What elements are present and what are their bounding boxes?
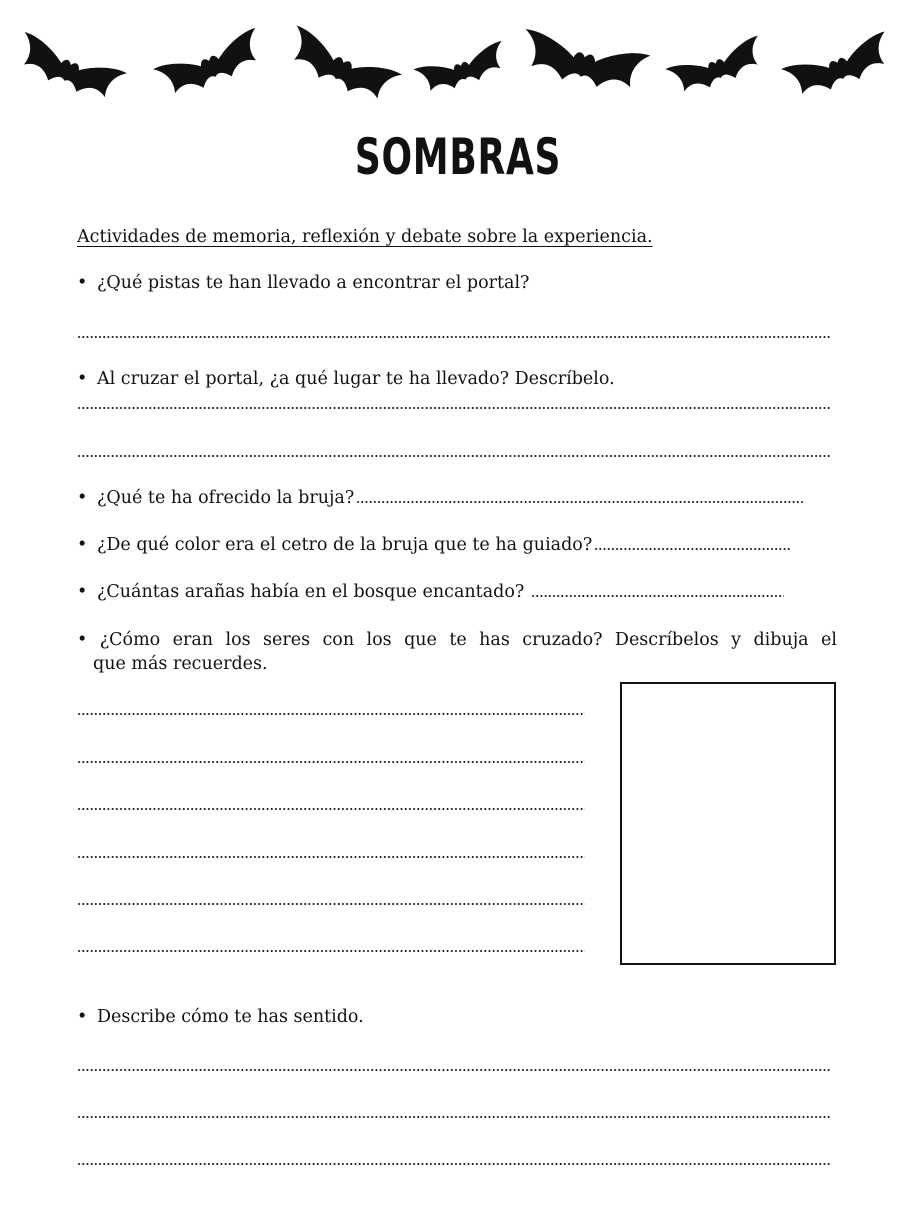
question-1 bbox=[77, 273, 529, 293]
question-text: Al cruzar el portal, ¿a qué lugar te ha llevado? Descríbelo. bbox=[97, 369, 615, 389]
answer-line[interactable] bbox=[77, 713, 585, 715]
bullet: • bbox=[77, 535, 88, 555]
bat-icon bbox=[665, 35, 769, 99]
subtitle: Actividades de memoria, reflexión y debate sobre la experiencia. bbox=[77, 227, 653, 247]
question-5 bbox=[77, 582, 784, 602]
answer-line[interactable] bbox=[77, 336, 830, 338]
answer-line[interactable] bbox=[77, 1116, 830, 1118]
question-text: ¿De qué color era el cetro de la bruja que te ha guiado? bbox=[97, 535, 593, 555]
question-text: Describe cómo te has sentido. bbox=[97, 1007, 364, 1027]
question-4 bbox=[77, 535, 790, 555]
answer-line[interactable] bbox=[77, 455, 830, 457]
bat-icon bbox=[153, 28, 269, 103]
question-7 bbox=[77, 1007, 364, 1027]
answer-line[interactable] bbox=[77, 808, 585, 810]
bat-border bbox=[0, 0, 916, 120]
question-6-continued: que más recuerdes. bbox=[93, 654, 268, 674]
bat-icon bbox=[281, 25, 402, 109]
answer-line[interactable] bbox=[356, 501, 803, 503]
bat-icon bbox=[781, 31, 897, 103]
question-text: ¿Qué te ha ofrecido la bruja? bbox=[97, 488, 355, 508]
bat-icon bbox=[413, 41, 511, 99]
drawing-box[interactable] bbox=[620, 682, 836, 965]
answer-line[interactable] bbox=[77, 856, 585, 858]
bat-icon bbox=[11, 32, 127, 107]
answer-line[interactable] bbox=[594, 548, 790, 550]
answer-line[interactable] bbox=[77, 1163, 830, 1165]
bat-icon bbox=[517, 29, 651, 97]
answer-line[interactable] bbox=[77, 950, 585, 952]
question-text: ¿Cómo eran los seres con los que te has cruzado? Descríbelos y dibuja el bbox=[99, 630, 837, 650]
bullet: • bbox=[77, 630, 88, 650]
answer-line[interactable] bbox=[77, 1069, 830, 1071]
page-title: SOMBRAS bbox=[354, 128, 562, 186]
bullet: • bbox=[77, 1007, 88, 1027]
bullet: • bbox=[77, 488, 88, 508]
question-6 bbox=[77, 628, 837, 653]
question-text: ¿Qué pistas te han llevado a encontrar el portal? bbox=[97, 273, 530, 293]
question-text: ¿Cuántas arañas había en el bosque encantado? bbox=[97, 582, 525, 602]
bullet: • bbox=[77, 582, 88, 602]
answer-line[interactable] bbox=[77, 903, 585, 905]
bullet: • bbox=[77, 273, 88, 293]
answer-line[interactable] bbox=[77, 761, 585, 763]
answer-line[interactable] bbox=[77, 407, 830, 409]
question-3 bbox=[77, 488, 803, 508]
question-2 bbox=[77, 369, 615, 389]
answer-line[interactable] bbox=[531, 595, 784, 597]
bullet: • bbox=[77, 369, 88, 389]
